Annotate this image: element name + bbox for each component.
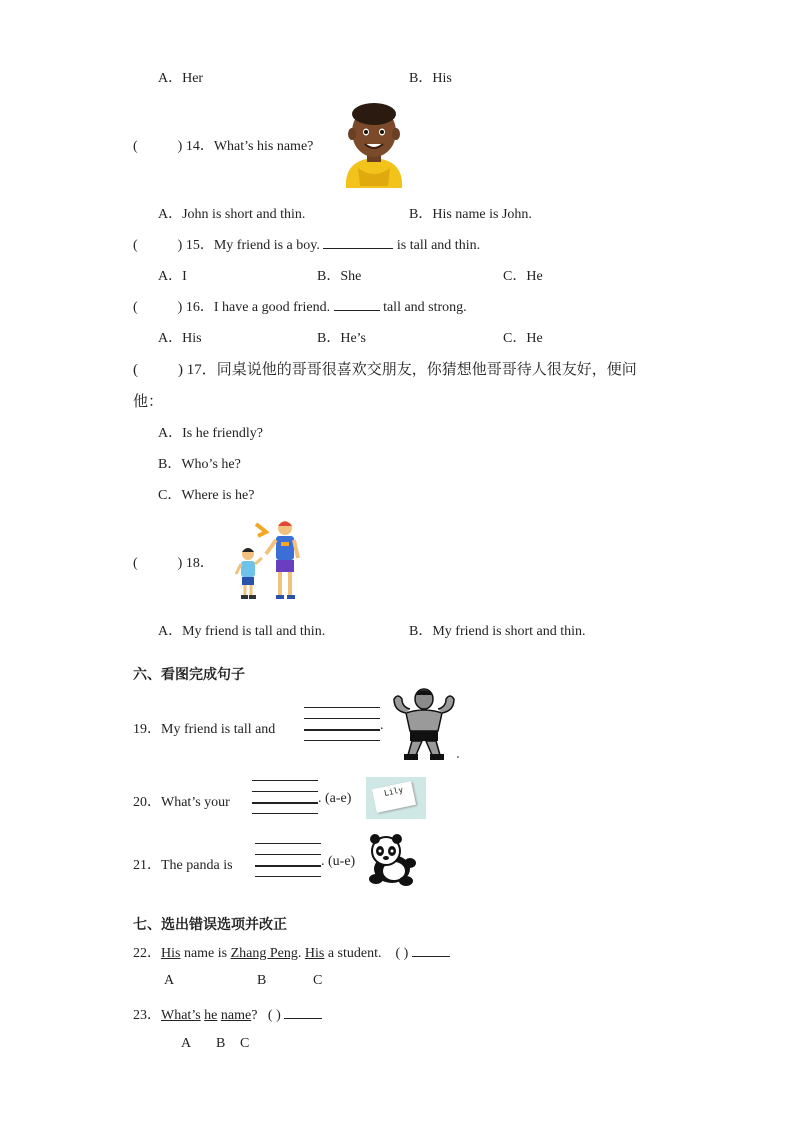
q19-period: . xyxy=(380,718,384,733)
q17-option-b: B．Who’s he? xyxy=(158,457,241,472)
correction-blank[interactable] xyxy=(284,1004,322,1019)
question-text: 15．My friend is a boy. xyxy=(185,238,320,253)
answer-paren-left: ( xyxy=(133,238,138,253)
question-text: 14．What’s his name? xyxy=(185,139,314,154)
panda-picture xyxy=(364,833,418,887)
q14-stem xyxy=(133,135,313,155)
answer-paren-left: ( xyxy=(133,139,138,154)
q23-label-b: B xyxy=(216,1036,226,1051)
plain-word: a student. xyxy=(327,946,382,961)
question-text: 17．同桌说他的哥哥很喜欢交朋友，你猜想他哥哥待人很友好，便问 xyxy=(186,362,637,378)
option-b-word: Zhang Peng xyxy=(230,946,298,961)
answer-paren-left: ( xyxy=(133,300,138,315)
q18-stem xyxy=(133,552,214,572)
answer-paren-right: ) xyxy=(177,139,183,154)
q21-writing-lines[interactable] xyxy=(255,843,321,877)
q21-hint: . (u-e) xyxy=(321,854,356,869)
option-c-word: name xyxy=(220,1008,252,1023)
q15-option-c: C．He xyxy=(503,269,543,284)
option-c-word: His xyxy=(304,946,325,961)
option-a-word: What’s xyxy=(161,1008,201,1023)
option-b-word: he xyxy=(204,1008,218,1023)
q17-stem-line2: 他： xyxy=(133,394,164,410)
q20-writing-lines[interactable] xyxy=(252,780,318,814)
answer-paren-left: ( xyxy=(133,362,138,378)
answer-paren-right: ) xyxy=(178,362,183,378)
q20-text: 20．What’s your xyxy=(133,795,230,810)
q16-option-c: C．He xyxy=(503,331,543,346)
q22-label-b: B xyxy=(257,973,267,988)
q23-label-a: A xyxy=(181,1036,192,1051)
q17-option-c: C．Where is he? xyxy=(158,488,255,503)
correction-blank[interactable] xyxy=(412,942,450,957)
section-7-title: 七、选出错误选项并改正 xyxy=(133,917,287,933)
answer-blank[interactable] xyxy=(334,296,380,311)
q20-hint: . (a-e) xyxy=(318,791,352,806)
answer-paren[interactable]: ( ) xyxy=(395,946,409,961)
plain-word: name is xyxy=(183,946,228,961)
answer-paren-right: ) xyxy=(177,556,183,571)
two-boys-picture xyxy=(232,518,304,602)
q23-label-c: C xyxy=(240,1036,250,1051)
question-number: 22． xyxy=(133,946,161,961)
q16-option-a: A．His xyxy=(158,331,202,346)
section-6-title: 六、看图完成句子 xyxy=(133,667,245,683)
name-card-text: Lily xyxy=(383,785,404,798)
q15-option-a: A．I xyxy=(158,269,187,284)
strong-man-picture xyxy=(388,687,460,761)
q22-sentence xyxy=(133,942,450,962)
q22-label-c: C xyxy=(313,973,323,988)
question-text-end: tall and strong. xyxy=(383,300,467,315)
q23-sentence xyxy=(133,1004,322,1024)
answer-paren-left: ( xyxy=(133,556,138,571)
q19-writing-lines[interactable] xyxy=(304,707,380,741)
q18-option-b: B．My friend is short and thin. xyxy=(409,624,586,639)
name-card-picture xyxy=(366,777,426,819)
answer-blank[interactable] xyxy=(323,234,393,249)
punctuation: ? xyxy=(251,1008,258,1023)
q16-stem xyxy=(133,296,467,316)
q14-option-a: A．John is short and thin. xyxy=(158,207,306,222)
q15-stem xyxy=(133,234,480,254)
q22-label-a: A xyxy=(164,973,175,988)
answer-paren[interactable]: ( ) xyxy=(267,1008,281,1023)
q16-option-b: B．He’s xyxy=(317,331,366,346)
answer-paren-right: ) xyxy=(177,300,183,315)
q15-option-b: B．She xyxy=(317,269,362,284)
answer-paren-right: ) xyxy=(177,238,183,253)
option-a-word: His xyxy=(161,946,181,961)
question-text: 16．I have a good friend. xyxy=(185,300,331,315)
question-text-end: is tall and thin. xyxy=(396,238,481,253)
q21-text: 21．The panda is xyxy=(133,858,233,873)
q17-stem xyxy=(133,358,637,379)
q13-option-a: A．Her xyxy=(158,71,204,86)
q18-option-a: A．My friend is tall and thin. xyxy=(158,624,326,639)
punctuation: . xyxy=(297,946,302,961)
question-text: 18． xyxy=(185,556,214,571)
q19-text: 19．My friend is tall and xyxy=(133,722,276,737)
q17-option-a: A．Is he friendly? xyxy=(158,426,263,441)
question-number: 23． xyxy=(133,1008,161,1023)
q13-option-b: B．His xyxy=(409,71,452,86)
q14-option-b: B．His name is John. xyxy=(409,207,532,222)
boy-picture xyxy=(340,102,408,188)
